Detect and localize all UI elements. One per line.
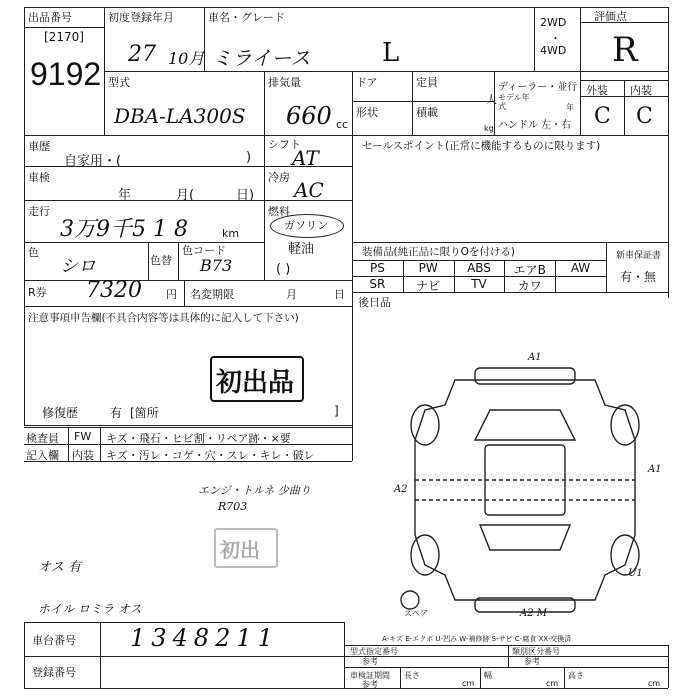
label-a2-left: A2 bbox=[394, 484, 408, 495]
drive-dot: ・ bbox=[550, 32, 561, 45]
repair-label: 修復歴 bbox=[42, 406, 79, 420]
recycle-unit: 円 bbox=[166, 288, 177, 301]
equipment-divider bbox=[504, 260, 505, 276]
equipment-divider bbox=[403, 260, 404, 276]
equipment-item: TV bbox=[471, 277, 487, 291]
note-mirror: オス 有 bbox=[38, 560, 82, 575]
dim-height-unit: cm bbox=[648, 679, 661, 688]
equipment-divider bbox=[555, 276, 556, 292]
handle-label: ハンドル 左・右 bbox=[498, 120, 572, 131]
equipment-item: ABS bbox=[467, 261, 491, 275]
label-u1: U1 bbox=[628, 568, 643, 579]
sales-point-label: セールスポイント(正常に機能するものに限ります) bbox=[362, 140, 601, 152]
model-year-unit: 年 bbox=[566, 103, 574, 112]
equipment-item: ナビ bbox=[416, 279, 441, 293]
recycle-label: R券 bbox=[28, 286, 47, 299]
repair-close: ] bbox=[334, 404, 339, 418]
repair-part: [箇所 bbox=[130, 406, 159, 420]
dim-width-unit: cm bbox=[546, 679, 559, 688]
model-name-label: 車名・グレード bbox=[208, 11, 285, 24]
fw-notes: キズ・飛石・ヒビ割・リペア跡・×要 bbox=[106, 432, 291, 445]
reg-year-label: 初度登録年月 bbox=[108, 11, 174, 24]
interior-notes: キズ・汚レ・コゲ・穴・スレ・キレ・破レ bbox=[106, 449, 315, 462]
wheel-rear-left bbox=[411, 535, 439, 575]
color-code-label: 色コード bbox=[182, 244, 226, 257]
load-unit: kg bbox=[484, 124, 494, 133]
inspector-label: 検査員 bbox=[26, 432, 59, 445]
drive-4wd: 4WD bbox=[540, 44, 567, 57]
car-roof bbox=[485, 445, 565, 515]
class-number-label: 類別区分番号 bbox=[512, 647, 560, 656]
warranty-label: 新車保証書 bbox=[616, 251, 662, 261]
mileage-label: 走行 bbox=[28, 205, 50, 218]
grade-label: 評価点 bbox=[594, 10, 627, 23]
ac-label: 冷房 bbox=[268, 171, 290, 184]
fuel-label: 燃料 bbox=[268, 205, 290, 218]
equipment-item: AW bbox=[570, 261, 591, 275]
equipment-item: エアB bbox=[513, 263, 546, 277]
notes-label: 注意事項申告欄(不具合内容等は具体的に記入して下さい) bbox=[28, 312, 299, 324]
displacement-unit: cc bbox=[336, 118, 349, 131]
faint-stamp-text: 初出 bbox=[220, 538, 260, 562]
diagram-legend: A-キズ E-エクボ U-凹み W-補修跡 S-サビ C-腐食 XX-交換済 bbox=[382, 635, 572, 643]
type-value: DBA-LA300S bbox=[114, 104, 246, 128]
name-change-label: 名変期限 bbox=[190, 288, 234, 301]
shape-label: 形状 bbox=[356, 106, 378, 119]
model-number-sub: 参考 bbox=[362, 657, 378, 666]
capacity-unit: 人 bbox=[486, 93, 497, 106]
interior-value: C bbox=[636, 104, 653, 129]
lot-number: 9192 bbox=[30, 56, 102, 92]
fuel-diesel: 軽油 bbox=[288, 242, 315, 257]
note-r703: R703 bbox=[218, 500, 248, 513]
equipment-divider bbox=[454, 260, 455, 276]
first-stamp-text: 初出品 bbox=[216, 368, 295, 398]
type-label: 型式 bbox=[108, 76, 130, 89]
fw-label: FW bbox=[74, 430, 92, 443]
note-wheel: ホイル ロミラ オス bbox=[38, 602, 142, 616]
reg-year-value: 27 bbox=[128, 42, 156, 67]
chassis-value: 1348211 bbox=[130, 624, 279, 652]
grade-score: R bbox=[612, 30, 638, 70]
shift-label: シフト bbox=[268, 138, 301, 151]
grade-value: L bbox=[382, 38, 400, 68]
back-seat-label: 後日品 bbox=[358, 296, 391, 309]
lot-sub: [2170] bbox=[44, 30, 84, 44]
equipment-divider bbox=[454, 276, 455, 292]
dim-length: 長さ bbox=[404, 671, 420, 680]
recycle-value: 7320 bbox=[86, 278, 142, 303]
dealer-label: ディーラー・並行 bbox=[498, 82, 578, 93]
inspection-month: 月( bbox=[176, 188, 195, 203]
plate-label: 登録番号 bbox=[32, 666, 76, 679]
equipment-divider bbox=[504, 276, 505, 292]
equipment-item: SR bbox=[369, 277, 386, 291]
shift-value: AT bbox=[292, 146, 319, 170]
history-close: ) bbox=[246, 150, 252, 165]
doors-label: ドア bbox=[356, 76, 378, 89]
dim-height: 高さ bbox=[568, 671, 584, 680]
mileage-value: 3万9千5 1 8 bbox=[60, 217, 188, 242]
class-number-sub: 参考 bbox=[524, 657, 540, 666]
color-value: シロ bbox=[60, 256, 96, 277]
chassis-label: 車台番号 bbox=[32, 634, 76, 647]
dim-width: 幅 bbox=[484, 671, 492, 680]
lot-label: 出品番号 bbox=[28, 11, 72, 24]
label-a1-top: A1 bbox=[528, 352, 542, 363]
fuel-gasoline: ガソリン bbox=[284, 219, 328, 232]
label-spare: スペア bbox=[404, 609, 428, 618]
interior-label: 内装 bbox=[630, 84, 652, 97]
load-label: 積載 bbox=[416, 106, 438, 119]
inspection-year: 年 bbox=[118, 188, 132, 203]
warranty-value: 有・無 bbox=[620, 270, 657, 284]
equipment-divider bbox=[403, 276, 404, 292]
name-change-day: 日 bbox=[334, 288, 345, 301]
model-year-label: モデル年式 bbox=[498, 93, 530, 111]
spare-tire bbox=[401, 591, 419, 609]
reg-month-value: 10月 bbox=[168, 49, 205, 68]
note-engine: エンジ・トルネ 少曲り bbox=[198, 484, 311, 497]
writer-label: 記入欄 bbox=[26, 449, 59, 462]
car-outline-top-bumper bbox=[475, 368, 575, 384]
repair-value: 有 bbox=[110, 406, 123, 420]
capacity-label: 定員 bbox=[416, 76, 438, 89]
ac-value: AC bbox=[294, 178, 324, 202]
equipment-item: カワ bbox=[517, 279, 542, 293]
color-change-label: 色替 bbox=[150, 254, 172, 267]
equipment-item: PS bbox=[369, 261, 385, 275]
model-number-label: 型式指定番号 bbox=[350, 647, 398, 656]
color-code-value: B73 bbox=[200, 256, 233, 275]
dim-length-unit: cm bbox=[462, 679, 475, 688]
equipment-divider bbox=[555, 260, 556, 276]
car-rear-window bbox=[480, 525, 570, 550]
inspection-label: 車検 bbox=[28, 171, 50, 184]
drive-2wd: 2WD bbox=[540, 16, 567, 29]
history-value: 自家用・( bbox=[64, 154, 122, 169]
exterior-value: C bbox=[594, 104, 611, 129]
car-damage-diagram bbox=[400, 350, 670, 630]
interior-short-label: 内装 bbox=[72, 449, 94, 462]
fuel-paren: ( ) bbox=[276, 262, 291, 277]
equipment-item: PW bbox=[418, 261, 438, 275]
displacement-value: 660 bbox=[286, 102, 332, 130]
label-a2m: A2 M bbox=[520, 608, 548, 619]
exterior-label: 外装 bbox=[586, 84, 608, 97]
inspection-day: 日) bbox=[236, 188, 255, 203]
label-a1-right: A1 bbox=[648, 464, 662, 475]
color-label: 色 bbox=[28, 246, 39, 259]
car-windshield bbox=[475, 410, 575, 440]
equipment-label: 装備品(純正品に限りOを付ける) bbox=[362, 246, 515, 258]
model-name-value: ミライース bbox=[212, 46, 311, 70]
vehicle-proof-label: 車検証期間 bbox=[350, 671, 390, 680]
car-body-outline bbox=[415, 380, 635, 600]
name-change-month: 月 bbox=[286, 288, 297, 301]
mileage-unit: km bbox=[222, 227, 240, 240]
vehicle-proof-sub: 参考 bbox=[362, 680, 378, 689]
history-label: 車歴 bbox=[28, 140, 50, 153]
displacement-label: 排気量 bbox=[268, 76, 301, 89]
